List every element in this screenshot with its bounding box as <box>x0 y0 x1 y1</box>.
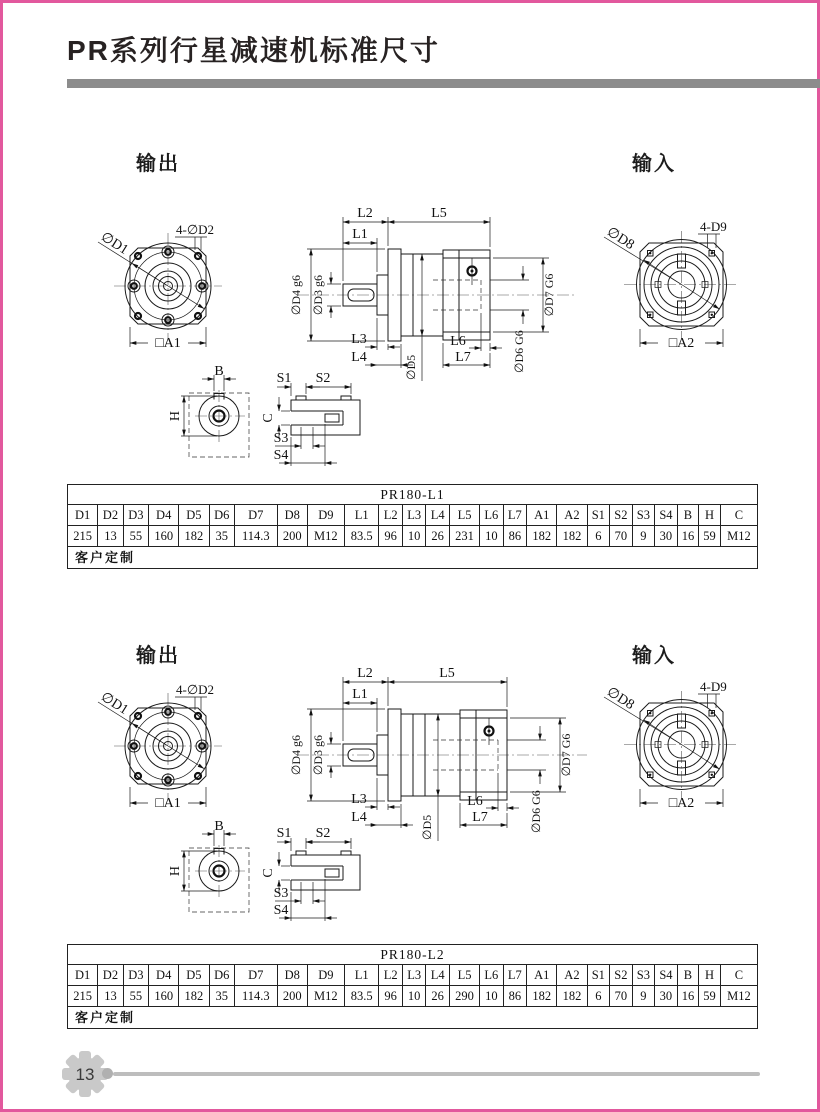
dim-d1: ∅D1 <box>97 229 131 258</box>
table-cell: L4 <box>426 965 449 986</box>
table-cell: D8 <box>277 965 307 986</box>
table-cell: 10 <box>480 986 503 1007</box>
dim-l1: L1 <box>352 227 368 242</box>
table-cell: H <box>699 505 721 526</box>
table-cell: 30 <box>655 986 678 1007</box>
table-cell: 70 <box>610 526 633 547</box>
gearbox-dimensions <box>289 206 556 381</box>
table-cell: 182 <box>179 986 209 1007</box>
input-flange-drawing-2 <box>596 673 811 823</box>
dim-l4: L4 <box>351 350 367 365</box>
table-cell: 9 <box>632 526 655 547</box>
footer-line-dot <box>102 1068 113 1079</box>
table-cell: D4 <box>149 505 179 526</box>
footer-line <box>113 1072 760 1076</box>
flange-geometry <box>624 691 739 799</box>
table-cell: 13 <box>98 526 123 547</box>
table-cell: 26 <box>426 526 449 547</box>
table-cell: D6 <box>209 505 234 526</box>
table-cell: 182 <box>179 526 209 547</box>
table-cell: 9 <box>632 986 655 1007</box>
dim-a2: □A2 <box>668 336 695 351</box>
table-cell: 83.5 <box>344 986 379 1007</box>
table-cell: 26 <box>426 986 449 1007</box>
table-cell: 231 <box>449 526 479 547</box>
table-cell: C <box>720 505 757 526</box>
key-cross-section <box>168 819 249 912</box>
table-cell: L5 <box>449 505 479 526</box>
table-cell: 59 <box>699 526 721 547</box>
dim-l5: L5 <box>439 666 455 681</box>
table-cell: 182 <box>527 526 557 547</box>
dim-l3: L3 <box>351 332 367 347</box>
table-cell: 86 <box>503 986 526 1007</box>
table-cell: D3 <box>123 505 148 526</box>
dim-l6: L6 <box>450 334 466 349</box>
table-header-row <box>68 505 758 526</box>
table-cell: 30 <box>655 526 678 547</box>
table-cell: 13 <box>98 986 123 1007</box>
table-cell: H <box>699 965 721 986</box>
table-cell: M12 <box>307 526 344 547</box>
table-cell: L6 <box>480 965 503 986</box>
table-cell: L6 <box>480 505 503 526</box>
table-cell: 10 <box>480 526 503 547</box>
table-cell: D9 <box>307 505 344 526</box>
dim-s1: S1 <box>276 371 292 386</box>
table-value-row <box>68 986 758 1007</box>
table-cell: D6 <box>209 965 234 986</box>
dim-s4: S4 <box>273 903 289 918</box>
dim-l7: L7 <box>455 350 471 365</box>
dimension-table-pr180-l2 <box>67 944 758 1029</box>
table-cell: 215 <box>68 526 98 547</box>
dim-s1: S1 <box>276 826 292 841</box>
table-cell: 6 <box>587 986 610 1007</box>
table-cell: L1 <box>344 505 379 526</box>
table-cell: 160 <box>149 526 179 547</box>
dim-h: H <box>168 865 183 877</box>
table-cell: 96 <box>379 986 402 1007</box>
table-cell: A2 <box>557 505 587 526</box>
dim-l3: L3 <box>351 792 367 807</box>
table-cell: 55 <box>123 526 148 547</box>
table-cell: A1 <box>527 965 557 986</box>
table-cell: 114.3 <box>234 986 277 1007</box>
table-cell: A1 <box>527 505 557 526</box>
table-cell: S1 <box>587 505 610 526</box>
table-cell: L1 <box>344 965 379 986</box>
table-cell: L5 <box>449 965 479 986</box>
input-label-1: 输入 <box>632 153 676 175</box>
table-cell: D5 <box>179 965 209 986</box>
gearbox-geometry <box>297 249 575 341</box>
output-label-1: 输出 <box>136 153 180 175</box>
dim-d7: ∅D7 G6 <box>559 733 573 777</box>
dim-s3: S3 <box>273 431 289 446</box>
gearbox-geometry <box>297 709 587 801</box>
dim-b: B <box>214 819 224 834</box>
dim-h: H <box>168 410 183 422</box>
table-cell: S2 <box>610 505 633 526</box>
keyway-detail-drawing-2 <box>168 818 373 936</box>
table-cell: S4 <box>655 965 678 986</box>
input-label-2: 输入 <box>632 645 676 667</box>
dim-d3: ∅D3 g6 <box>311 274 325 316</box>
input-flange-drawing-1 <box>596 213 811 363</box>
table-cell: D5 <box>179 505 209 526</box>
table-cell: 35 <box>209 986 234 1007</box>
table-cell: M12 <box>720 986 757 1007</box>
dim-d2: 4-∅D2 <box>176 222 215 237</box>
dim-l1: L1 <box>352 687 368 702</box>
dimension-table-pr180-l1 <box>67 484 758 569</box>
table-cell: 200 <box>277 526 307 547</box>
dim-l6: L6 <box>467 794 483 809</box>
dim-a1: □A1 <box>155 796 181 811</box>
output-flange-drawing-2 <box>88 673 298 823</box>
key-longitudinal-section <box>261 371 360 466</box>
title-underline-bar <box>67 79 820 88</box>
table-cell: 10 <box>402 526 425 547</box>
table-cell: 16 <box>677 986 699 1007</box>
dim-c: C <box>261 868 276 878</box>
table-cell: M12 <box>307 986 344 1007</box>
table-cell: L2 <box>379 505 402 526</box>
table-cell: S2 <box>610 965 633 986</box>
table-header-row <box>68 965 758 986</box>
dim-l4: L4 <box>351 810 367 825</box>
table-cell: 96 <box>379 526 402 547</box>
table-cell: M12 <box>720 526 757 547</box>
dim-l5: L5 <box>431 206 447 221</box>
table-cell: 160 <box>149 986 179 1007</box>
table-title: PR180-L1 <box>68 485 758 505</box>
output-flange-drawing-1 <box>88 213 298 363</box>
table-cell: L2 <box>379 965 402 986</box>
table-cell: D7 <box>234 505 277 526</box>
dim-l2: L2 <box>357 666 373 681</box>
dim-d4: ∅D4 g6 <box>289 274 303 316</box>
dim-d6: ∅D6 G6 <box>529 790 543 833</box>
dim-d8: ∅D8 <box>603 684 637 713</box>
table-cell: L4 <box>426 505 449 526</box>
dim-d7: ∅D7 G6 <box>542 273 556 317</box>
gearbox-dimensions <box>289 666 573 841</box>
table-cell: B <box>677 965 699 986</box>
table-cell: 6 <box>587 526 610 547</box>
table-cell: S1 <box>587 965 610 986</box>
table-cell: C <box>720 965 757 986</box>
table-cell: L7 <box>503 505 526 526</box>
key-cross-section <box>168 364 249 457</box>
table-cell: 59 <box>699 986 721 1007</box>
table-cell: D9 <box>307 965 344 986</box>
dim-s2: S2 <box>315 371 331 386</box>
dim-d3: ∅D3 g6 <box>311 734 325 776</box>
output-label-2: 输出 <box>136 645 180 667</box>
table-value-row <box>68 526 758 547</box>
table-cell: 70 <box>610 986 633 1007</box>
dim-c: C <box>261 413 276 423</box>
table-cell: D7 <box>234 965 277 986</box>
dim-d1: ∅D1 <box>97 689 131 718</box>
table-footer: 客户定制 <box>68 1007 758 1029</box>
table-cell: D4 <box>149 965 179 986</box>
dim-b: B <box>214 364 224 379</box>
table-cell: D8 <box>277 505 307 526</box>
table-cell: A2 <box>557 965 587 986</box>
table-cell: 215 <box>68 986 98 1007</box>
dim-a2: □A2 <box>668 796 695 811</box>
table-cell: 10 <box>402 986 425 1007</box>
page-title: PR系列行星减速机标准尺寸 <box>67 35 440 66</box>
dim-s2: S2 <box>315 826 331 841</box>
table-cell: L3 <box>402 505 425 526</box>
table-cell: 114.3 <box>234 526 277 547</box>
table-cell: 83.5 <box>344 526 379 547</box>
table-cell: 290 <box>449 986 479 1007</box>
dim-d8: ∅D8 <box>603 224 637 253</box>
dim-d9: 4-D9 <box>700 679 727 694</box>
table-cell: D1 <box>68 965 98 986</box>
table-cell: L7 <box>503 965 526 986</box>
flange-geometry <box>624 231 739 339</box>
table-footer: 客户定制 <box>68 547 758 569</box>
table-cell: D2 <box>98 965 123 986</box>
keyway-detail-drawing-1 <box>168 363 373 481</box>
dim-d5: ∅D5 <box>420 814 434 840</box>
flange-dimensions <box>98 682 214 811</box>
dim-d4: ∅D4 g6 <box>289 734 303 776</box>
dim-s4: S4 <box>273 448 289 463</box>
dim-l7: L7 <box>472 810 488 825</box>
table-cell: B <box>677 505 699 526</box>
table-cell: S3 <box>632 965 655 986</box>
table-cell: S3 <box>632 505 655 526</box>
table-cell: 35 <box>209 526 234 547</box>
dim-s3: S3 <box>273 886 289 901</box>
dim-d2: 4-∅D2 <box>176 682 215 697</box>
dim-d6: ∅D6 G6 <box>512 330 526 373</box>
dim-d9: 4-D9 <box>700 219 727 234</box>
table-cell: D3 <box>123 965 148 986</box>
table-cell: D1 <box>68 505 98 526</box>
dim-d5: ∅D5 <box>404 354 418 380</box>
key-longitudinal-section <box>261 826 360 921</box>
table-cell: L3 <box>402 965 425 986</box>
table-cell: 182 <box>557 986 587 1007</box>
table-title: PR180-L2 <box>68 945 758 965</box>
page-number: 13 <box>75 1065 95 1084</box>
table-cell: 182 <box>527 986 557 1007</box>
table-cell: 182 <box>557 526 587 547</box>
table-cell: S4 <box>655 505 678 526</box>
table-cell: D2 <box>98 505 123 526</box>
table-cell: 16 <box>677 526 699 547</box>
flange-dimensions <box>98 222 214 351</box>
table-cell: 86 <box>503 526 526 547</box>
table-cell: 200 <box>277 986 307 1007</box>
dim-l2: L2 <box>357 206 373 221</box>
dim-a1: □A1 <box>155 336 181 351</box>
side-view-drawing-1 <box>291 195 581 390</box>
table-cell: 55 <box>123 986 148 1007</box>
